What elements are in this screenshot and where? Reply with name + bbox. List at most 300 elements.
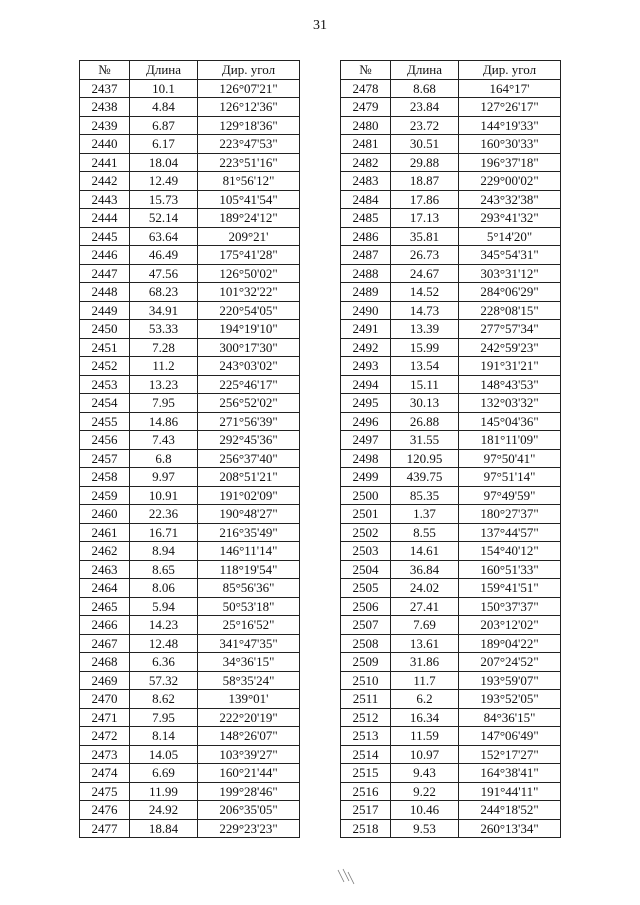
cell-length: 53.33 [130, 320, 198, 339]
cell-angle: 84°36'15" [459, 708, 561, 727]
table-row [341, 727, 561, 746]
cell-number: 2446 [80, 246, 130, 265]
table-row [80, 449, 300, 468]
cell-angle: 293°41'32" [459, 209, 561, 228]
cell-number: 2462 [80, 542, 130, 561]
cell-number: 2438 [80, 98, 130, 117]
cell-angle: 206°35'05" [198, 801, 300, 820]
cell-length: 5.94 [130, 597, 198, 616]
table-row [80, 338, 300, 357]
table-row [341, 653, 561, 672]
table-row [80, 320, 300, 339]
cell-number: 2500 [341, 486, 391, 505]
table-row [80, 727, 300, 746]
cell-angle: 242°59'23" [459, 338, 561, 357]
cell-angle: 137°44'57" [459, 523, 561, 542]
cell-number: 2514 [341, 745, 391, 764]
cell-length: 9.53 [391, 819, 459, 838]
table-row [341, 172, 561, 191]
cell-number: 2474 [80, 764, 130, 783]
cell-angle: 208°51'21" [198, 468, 300, 487]
cell-length: 36.84 [391, 560, 459, 579]
cell-angle: 229°00'02" [459, 172, 561, 191]
table-row [341, 394, 561, 413]
cell-angle: 193°52'05" [459, 690, 561, 709]
table-row [80, 505, 300, 524]
cell-number: 2501 [341, 505, 391, 524]
table-row [80, 634, 300, 653]
cell-angle: 25°16'52" [198, 616, 300, 635]
cell-number: 2485 [341, 209, 391, 228]
cell-number: 2460 [80, 505, 130, 524]
table-row [341, 782, 561, 801]
table-row [341, 412, 561, 431]
cell-angle: 148°43'53" [459, 375, 561, 394]
page-number: 31 [313, 18, 327, 33]
cell-number: 2499 [341, 468, 391, 487]
cell-angle: 103°39'27" [198, 745, 300, 764]
cell-length: 14.61 [391, 542, 459, 561]
cell-length: 15.73 [130, 190, 198, 209]
cell-number: 2465 [80, 597, 130, 616]
cell-angle: 256°52'02" [198, 394, 300, 413]
cell-number: 2512 [341, 708, 391, 727]
table-row [341, 431, 561, 450]
table-row [341, 616, 561, 635]
cell-angle: 207°24'52" [459, 653, 561, 672]
cell-length: 6.87 [130, 116, 198, 135]
cell-angle: 209°21' [198, 227, 300, 246]
cell-angle: 203°12'02" [459, 616, 561, 635]
cell-number: 2477 [80, 819, 130, 838]
coordinates-table-right [340, 60, 561, 838]
cell-number: 2445 [80, 227, 130, 246]
table-row [80, 153, 300, 172]
table-row [341, 505, 561, 524]
cell-angle: 228°08'15" [459, 301, 561, 320]
cell-length: 8.65 [130, 560, 198, 579]
cell-number: 2449 [80, 301, 130, 320]
cell-angle: 50°53'18" [198, 597, 300, 616]
cell-length: 13.54 [391, 357, 459, 376]
cell-number: 2505 [341, 579, 391, 598]
cell-number: 2495 [341, 394, 391, 413]
cell-length: 8.94 [130, 542, 198, 561]
cell-length: 15.11 [391, 375, 459, 394]
cell-number: 2498 [341, 449, 391, 468]
cell-length: 7.43 [130, 431, 198, 450]
cell-angle: 58°35'24" [198, 671, 300, 690]
column-header-angle: Дир. угол [459, 61, 561, 80]
cell-number: 2475 [80, 782, 130, 801]
cell-length: 17.13 [391, 209, 459, 228]
cell-number: 2488 [341, 264, 391, 283]
table-row [341, 98, 561, 117]
cell-angle: 244°18'52" [459, 801, 561, 820]
cell-number: 2442 [80, 172, 130, 191]
cell-length: 34.91 [130, 301, 198, 320]
cell-length: 18.87 [391, 172, 459, 191]
cell-length: 11.99 [130, 782, 198, 801]
cell-length: 85.35 [391, 486, 459, 505]
table-row [341, 116, 561, 135]
table-row [80, 190, 300, 209]
table-row [341, 708, 561, 727]
cell-number: 2487 [341, 246, 391, 265]
table-row [80, 412, 300, 431]
cell-angle: 345°54'31" [459, 246, 561, 265]
cell-length: 11.7 [391, 671, 459, 690]
cell-length: 10.1 [130, 79, 198, 98]
cell-angle: 164°17' [459, 79, 561, 98]
cell-length: 6.17 [130, 135, 198, 154]
cell-number: 2472 [80, 727, 130, 746]
table-row [80, 98, 300, 117]
cell-length: 13.23 [130, 375, 198, 394]
cell-number: 2454 [80, 394, 130, 413]
cell-angle: 243°32'38" [459, 190, 561, 209]
cell-angle: 284°06'29" [459, 283, 561, 302]
cell-number: 2478 [341, 79, 391, 98]
cell-number: 2494 [341, 375, 391, 394]
cell-number: 2450 [80, 320, 130, 339]
cell-number: 2453 [80, 375, 130, 394]
cell-angle: 97°51'14" [459, 468, 561, 487]
cell-length: 18.04 [130, 153, 198, 172]
cell-length: 8.62 [130, 690, 198, 709]
cell-angle: 225°46'17" [198, 375, 300, 394]
table-row [341, 542, 561, 561]
cell-angle: 196°37'18" [459, 153, 561, 172]
cell-angle: 229°23'23" [198, 819, 300, 838]
cell-angle: 256°37'40" [198, 449, 300, 468]
cell-angle: 127°26'17" [459, 98, 561, 117]
cell-length: 29.88 [391, 153, 459, 172]
cell-length: 16.34 [391, 708, 459, 727]
table-row [80, 116, 300, 135]
cell-length: 23.84 [391, 98, 459, 117]
table-row [80, 431, 300, 450]
cell-number: 2491 [341, 320, 391, 339]
cell-number: 2510 [341, 671, 391, 690]
cell-angle: 34°36'15" [198, 653, 300, 672]
cell-angle: 160°30'33" [459, 135, 561, 154]
cell-angle: 277°57'34" [459, 320, 561, 339]
table-row [341, 338, 561, 357]
table-row [341, 486, 561, 505]
cell-number: 2467 [80, 634, 130, 653]
cell-angle: 148°26'07" [198, 727, 300, 746]
cell-number: 2484 [341, 190, 391, 209]
cell-angle: 292°45'36" [198, 431, 300, 450]
table-row [80, 209, 300, 228]
cell-angle: 271°56'39" [198, 412, 300, 431]
cell-number: 2497 [341, 431, 391, 450]
table-row [341, 560, 561, 579]
cell-angle: 5°14'20" [459, 227, 561, 246]
cell-angle: 126°07'21" [198, 79, 300, 98]
table-row [80, 764, 300, 783]
table-row [341, 209, 561, 228]
table-row [341, 246, 561, 265]
cell-length: 14.86 [130, 412, 198, 431]
table-row [341, 579, 561, 598]
cell-number: 2513 [341, 727, 391, 746]
cell-number: 2458 [80, 468, 130, 487]
table-row [80, 135, 300, 154]
table-row [80, 246, 300, 265]
cell-number: 2496 [341, 412, 391, 431]
table-body [341, 79, 561, 838]
cell-length: 57.32 [130, 671, 198, 690]
cell-length: 52.14 [130, 209, 198, 228]
cell-angle: 222°20'19" [198, 708, 300, 727]
table-row [80, 801, 300, 820]
cell-angle: 132°03'32" [459, 394, 561, 413]
cell-angle: 189°04'22" [459, 634, 561, 653]
table-row [341, 190, 561, 209]
cell-number: 2463 [80, 560, 130, 579]
cell-length: 14.23 [130, 616, 198, 635]
cell-angle: 190°48'27" [198, 505, 300, 524]
cell-number: 2455 [80, 412, 130, 431]
cell-length: 7.95 [130, 394, 198, 413]
table-row [80, 745, 300, 764]
cell-number: 2470 [80, 690, 130, 709]
column-header-length: Длина [391, 61, 459, 80]
table-row [341, 671, 561, 690]
cell-angle: 300°17'30" [198, 338, 300, 357]
cell-angle: 191°44'11" [459, 782, 561, 801]
table-row [80, 394, 300, 413]
cell-length: 11.2 [130, 357, 198, 376]
table-row [341, 690, 561, 709]
column-header-number: № [80, 61, 130, 80]
table-row [80, 468, 300, 487]
cell-angle: 199°28'46" [198, 782, 300, 801]
cell-angle: 223°47'53" [198, 135, 300, 154]
cell-angle: 97°50'41" [459, 449, 561, 468]
table-row [341, 301, 561, 320]
table-row [80, 671, 300, 690]
cell-number: 2517 [341, 801, 391, 820]
cell-length: 13.39 [391, 320, 459, 339]
table-row [80, 542, 300, 561]
table-row [341, 634, 561, 653]
cell-angle: 118°19'54" [198, 560, 300, 579]
cell-angle: 164°38'41" [459, 764, 561, 783]
table-row [80, 172, 300, 191]
cell-length: 24.02 [391, 579, 459, 598]
table-row [341, 153, 561, 172]
cell-number: 2464 [80, 579, 130, 598]
cell-angle: 220°54'05" [198, 301, 300, 320]
cell-length: 9.97 [130, 468, 198, 487]
cell-angle: 180°27'37" [459, 505, 561, 524]
cell-angle: 159°41'51" [459, 579, 561, 598]
cell-angle: 85°56'36" [198, 579, 300, 598]
table-row [80, 283, 300, 302]
cell-angle: 193°59'07" [459, 671, 561, 690]
cell-number: 2457 [80, 449, 130, 468]
table-body [80, 79, 300, 838]
cell-angle: 341°47'35" [198, 634, 300, 653]
cell-number: 2492 [341, 338, 391, 357]
table-row [80, 375, 300, 394]
cell-length: 35.81 [391, 227, 459, 246]
cell-number: 2459 [80, 486, 130, 505]
table-row [80, 782, 300, 801]
cell-length: 14.05 [130, 745, 198, 764]
cell-length: 26.88 [391, 412, 459, 431]
cell-length: 27.41 [391, 597, 459, 616]
table-row [80, 486, 300, 505]
cell-length: 12.49 [130, 172, 198, 191]
cell-number: 2490 [341, 301, 391, 320]
cell-length: 10.97 [391, 745, 459, 764]
table-row [341, 375, 561, 394]
cell-angle: 81°56'12" [198, 172, 300, 191]
cell-angle: 216°35'49" [198, 523, 300, 542]
cell-number: 2507 [341, 616, 391, 635]
cell-length: 8.55 [391, 523, 459, 542]
cell-length: 16.71 [130, 523, 198, 542]
cell-number: 2486 [341, 227, 391, 246]
cell-angle: 194°19'10" [198, 320, 300, 339]
table-row [341, 79, 561, 98]
cell-number: 2493 [341, 357, 391, 376]
table-row [80, 79, 300, 98]
header-row [80, 61, 300, 80]
cell-length: 10.46 [391, 801, 459, 820]
table-row [80, 560, 300, 579]
table-row [341, 320, 561, 339]
cell-length: 24.67 [391, 264, 459, 283]
cell-length: 30.51 [391, 135, 459, 154]
table-row [341, 283, 561, 302]
cell-length: 15.99 [391, 338, 459, 357]
cell-angle: 126°50'02" [198, 264, 300, 283]
cell-length: 439.75 [391, 468, 459, 487]
cell-angle: 126°12'36" [198, 98, 300, 117]
cell-length: 8.14 [130, 727, 198, 746]
cell-length: 63.64 [130, 227, 198, 246]
cell-angle: 260°13'34" [459, 819, 561, 838]
cell-length: 120.95 [391, 449, 459, 468]
cell-length: 46.49 [130, 246, 198, 265]
table-row [341, 264, 561, 283]
cell-angle: 146°11'14" [198, 542, 300, 561]
cell-angle: 139°01' [198, 690, 300, 709]
cell-length: 7.69 [391, 616, 459, 635]
cell-number: 2439 [80, 116, 130, 135]
cell-angle: 101°32'22" [198, 283, 300, 302]
cell-number: 2515 [341, 764, 391, 783]
cell-length: 47.56 [130, 264, 198, 283]
cell-number: 2481 [341, 135, 391, 154]
table-row [80, 264, 300, 283]
cell-angle: 223°51'16" [198, 153, 300, 172]
table-row [80, 301, 300, 320]
cell-angle: 147°06'49" [459, 727, 561, 746]
cell-length: 1.37 [391, 505, 459, 524]
cell-angle: 154°40'12" [459, 542, 561, 561]
cell-number: 2480 [341, 116, 391, 135]
cell-length: 17.86 [391, 190, 459, 209]
cell-number: 2489 [341, 283, 391, 302]
cell-number: 2451 [80, 338, 130, 357]
cell-angle: 160°21'44" [198, 764, 300, 783]
cell-angle: 145°04'36" [459, 412, 561, 431]
cell-angle: 189°24'12" [198, 209, 300, 228]
cell-number: 2441 [80, 153, 130, 172]
cell-length: 68.23 [130, 283, 198, 302]
cell-number: 2504 [341, 560, 391, 579]
cell-number: 2509 [341, 653, 391, 672]
cell-number: 2479 [341, 98, 391, 117]
cell-length: 12.48 [130, 634, 198, 653]
cell-length: 24.92 [130, 801, 198, 820]
cell-angle: 129°18'36" [198, 116, 300, 135]
table-row [80, 616, 300, 635]
cell-length: 10.91 [130, 486, 198, 505]
cell-length: 14.73 [391, 301, 459, 320]
table-row [80, 597, 300, 616]
cell-number: 2452 [80, 357, 130, 376]
cell-number: 2461 [80, 523, 130, 542]
coordinates-table-left [79, 60, 300, 838]
table-row [341, 135, 561, 154]
cell-length: 30.13 [391, 394, 459, 413]
cell-number: 2440 [80, 135, 130, 154]
table-row [341, 523, 561, 542]
table-row [341, 764, 561, 783]
header-row [341, 61, 561, 80]
cell-number: 2466 [80, 616, 130, 635]
cell-length: 6.2 [391, 690, 459, 709]
cell-number: 2476 [80, 801, 130, 820]
cell-angle: 191°31'21" [459, 357, 561, 376]
cell-length: 7.28 [130, 338, 198, 357]
cell-number: 2508 [341, 634, 391, 653]
table-row [341, 819, 561, 838]
table-row [80, 227, 300, 246]
scan-artifact-mark [335, 868, 357, 886]
cell-angle: 97°49'59" [459, 486, 561, 505]
cell-angle: 150°37'37" [459, 597, 561, 616]
column-header-length: Длина [130, 61, 198, 80]
cell-number: 2444 [80, 209, 130, 228]
table-row [80, 357, 300, 376]
cell-angle: 160°51'33" [459, 560, 561, 579]
cell-number: 2469 [80, 671, 130, 690]
cell-angle: 303°31'12" [459, 264, 561, 283]
cell-number: 2456 [80, 431, 130, 450]
cell-angle: 181°11'09" [459, 431, 561, 450]
cell-angle: 152°17'27" [459, 745, 561, 764]
cell-length: 31.86 [391, 653, 459, 672]
table-row [341, 449, 561, 468]
cell-length: 22.36 [130, 505, 198, 524]
cell-number: 2506 [341, 597, 391, 616]
cell-length: 18.84 [130, 819, 198, 838]
table-row [341, 227, 561, 246]
cell-number: 2447 [80, 264, 130, 283]
table-row [80, 690, 300, 709]
column-header-angle: Дир. угол [198, 61, 300, 80]
cell-number: 2482 [341, 153, 391, 172]
cell-length: 14.52 [391, 283, 459, 302]
